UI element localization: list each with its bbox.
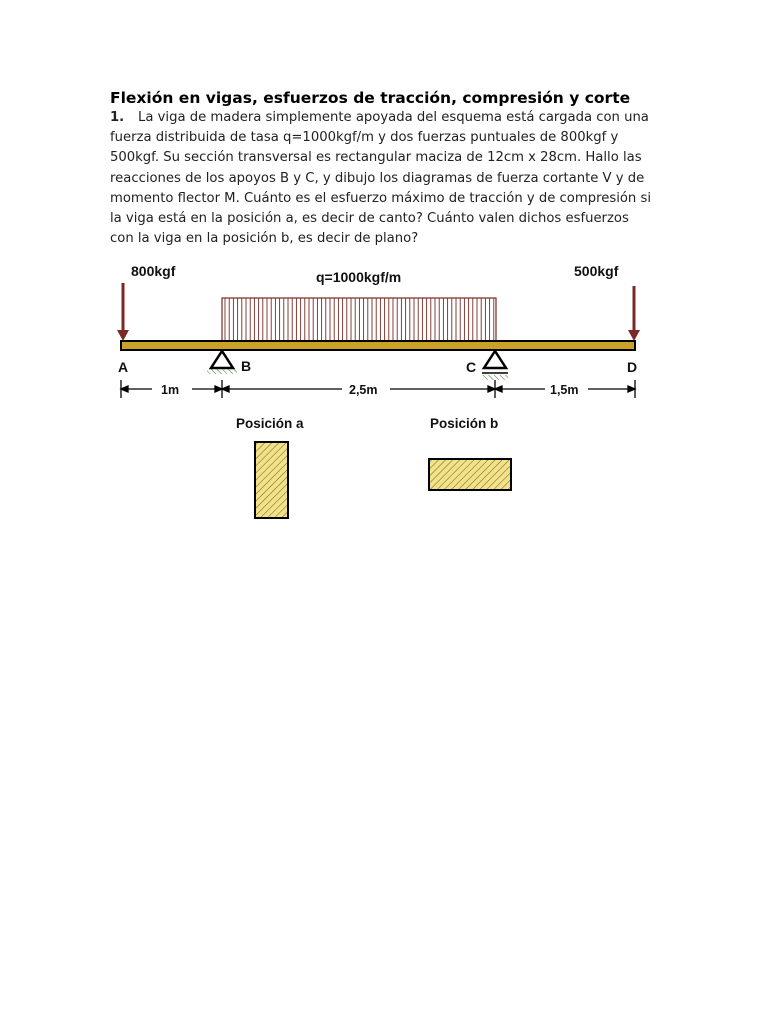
section-position-b [429, 459, 511, 490]
dim-cd-label: 1,5m [550, 383, 579, 397]
support-b [207, 351, 237, 374]
load-right-label: 500kgf [574, 263, 619, 279]
distributed-load-label: q=1000kgf/m [316, 269, 402, 285]
dim-bc-label: 2,5m [349, 383, 378, 397]
section-position-a [255, 442, 288, 518]
position-a-label: Posición a [236, 416, 304, 431]
problem-number: 1. [110, 110, 125, 125]
dim-ab-label: 1m [161, 383, 180, 397]
point-a-label: A [118, 359, 129, 375]
distributed-load [222, 298, 496, 342]
problem-text: La viga de madera simplemente apoyada del esquema está cargada con una fuerza distribuida de tasa q=1000kgf/m y dos fuerzas puntuales de 800kgf y 500kgf. Su sección transversal es rectangular maciza de 12cm x 28cm. Hallo las reacciones de los apoyos B y C, y dibujo los diagramas de fuerza cortante V y de momento flector M. Cuánto es el esfuerzo máximo de tracción y de compresión si la viga está en la posición a, es decir de canto? Cuánto valen dichos esfuerzos con la viga en la posición b, es decir de plano? [110, 110, 652, 247]
point-d-label: D [627, 359, 638, 375]
load-left-label: 800kgf [131, 263, 176, 279]
load-left-arrow [117, 283, 129, 341]
position-b-label: Posición b [430, 416, 499, 431]
page-title: Flexión en vigas, esfuerzos de tracción, compresión y corte [110, 89, 631, 107]
point-b-label: B [241, 358, 252, 374]
support-c [482, 351, 508, 380]
load-right-arrow [628, 286, 640, 341]
point-c-label: C [466, 359, 477, 375]
beam [121, 341, 635, 350]
